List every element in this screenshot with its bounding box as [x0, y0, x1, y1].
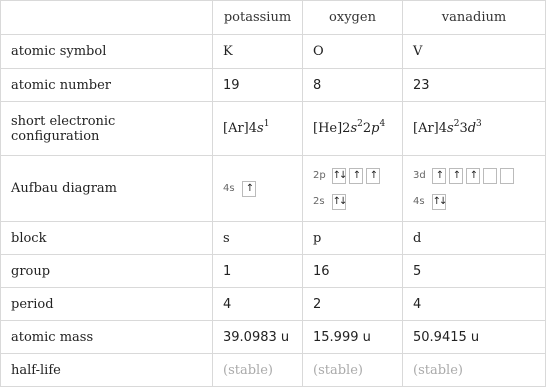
cell-value: 50.9415 u	[403, 321, 546, 354]
cell-value: d	[403, 222, 546, 255]
orbital-box: ↑	[349, 168, 363, 184]
row-label-group: group	[1, 255, 213, 288]
config-superscript: 4	[379, 119, 386, 129]
orbital-label: 4s	[413, 196, 425, 207]
config-orbital: d	[467, 121, 477, 136]
row-label-aufbau: Aufbau diagram	[1, 156, 213, 222]
table-row	[1, 255, 546, 288]
aufbau-orbital-row	[413, 166, 535, 186]
table-row	[1, 156, 546, 222]
config-orbital: p	[371, 121, 380, 136]
cell-aufbau-vanadium	[403, 156, 546, 222]
orbital-box	[483, 168, 497, 184]
config-shell: 2	[362, 121, 372, 136]
cell-value: K	[213, 35, 303, 69]
cell-value: 4	[403, 288, 546, 321]
cell-aufbau-potassium	[213, 156, 303, 222]
config-orbital: s	[447, 121, 454, 136]
orbital-box: ↑↓	[432, 194, 446, 210]
aufbau-diagram	[223, 179, 292, 199]
cell-value: 1	[213, 255, 303, 288]
aufbau-diagram	[413, 166, 535, 212]
table-row	[1, 35, 546, 69]
cell-config-oxygen	[303, 102, 403, 156]
cell-value: 8	[303, 69, 403, 102]
row-label-atomic-number: atomic number	[1, 69, 213, 102]
cell-value: 5	[403, 255, 546, 288]
orbital-label: 2s	[313, 196, 325, 207]
orbital-box: ↑	[449, 168, 463, 184]
corner-cell	[1, 1, 213, 35]
header-row	[1, 1, 546, 35]
column-header-oxygen: oxygen	[303, 1, 403, 35]
orbital-box: ↑↓	[332, 168, 346, 184]
row-label-atomic-mass: atomic mass	[1, 321, 213, 354]
row-label-period: period	[1, 288, 213, 321]
config-superscript: 1	[263, 119, 270, 129]
cell-value: s	[213, 222, 303, 255]
config-core: [He]2	[313, 121, 351, 136]
table-row	[1, 354, 546, 387]
config-core: [Ar]4	[223, 121, 258, 136]
table-row	[1, 102, 546, 156]
cell-value: (stable)	[403, 354, 546, 387]
cell-value: p	[303, 222, 403, 255]
orbital-label: 4s	[223, 183, 235, 194]
config-superscript: 2	[357, 119, 363, 129]
cell-config-vanadium	[403, 102, 546, 156]
cell-value: 19	[213, 69, 303, 102]
orbital-box	[500, 168, 514, 184]
cell-value: 16	[303, 255, 403, 288]
cell-value: 23	[403, 69, 546, 102]
table-row	[1, 288, 546, 321]
config-superscript: 2	[453, 119, 460, 129]
row-label-atomic-symbol: atomic symbol	[1, 35, 213, 69]
config-superscript: 3	[476, 119, 482, 129]
cell-value: O	[303, 35, 403, 69]
table-row	[1, 69, 546, 102]
cell-aufbau-oxygen	[303, 156, 403, 222]
cell-value: (stable)	[213, 354, 303, 387]
aufbau-orbital-row	[313, 192, 392, 212]
row-label-block: block	[1, 222, 213, 255]
aufbau-orbital-row	[413, 192, 535, 212]
config-core: [Ar]4	[413, 121, 448, 136]
config-shell: 3	[459, 121, 468, 136]
orbital-box: ↑↓	[332, 194, 346, 210]
orbital-label: 2p	[313, 170, 326, 181]
table-row	[1, 222, 546, 255]
cell-config-potassium	[213, 102, 303, 156]
cell-value: 2	[303, 288, 403, 321]
orbital-box: ↑	[432, 168, 446, 184]
aufbau-orbital-row	[313, 166, 392, 186]
orbital-box: ↑	[366, 168, 380, 184]
row-label-half-life: half-life	[1, 354, 213, 387]
config-orbital: s	[257, 121, 264, 136]
row-label-electronic-configuration: short electronic configuration	[1, 102, 213, 156]
column-header-potassium: potassium	[213, 1, 303, 35]
config-orbital: s	[350, 121, 358, 136]
aufbau-diagram	[313, 166, 392, 212]
orbital-label: 3d	[413, 170, 426, 181]
orbital-box: ↑	[242, 181, 256, 197]
cell-value: V	[403, 35, 546, 69]
cell-value: 4	[213, 288, 303, 321]
cell-value: 15.999 u	[303, 321, 403, 354]
aufbau-orbital-row	[223, 179, 292, 199]
column-header-vanadium: vanadium	[403, 1, 546, 35]
cell-value: (stable)	[303, 354, 403, 387]
table-row	[1, 321, 546, 354]
orbital-box: ↑	[466, 168, 480, 184]
cell-value: 39.0983 u	[213, 321, 303, 354]
